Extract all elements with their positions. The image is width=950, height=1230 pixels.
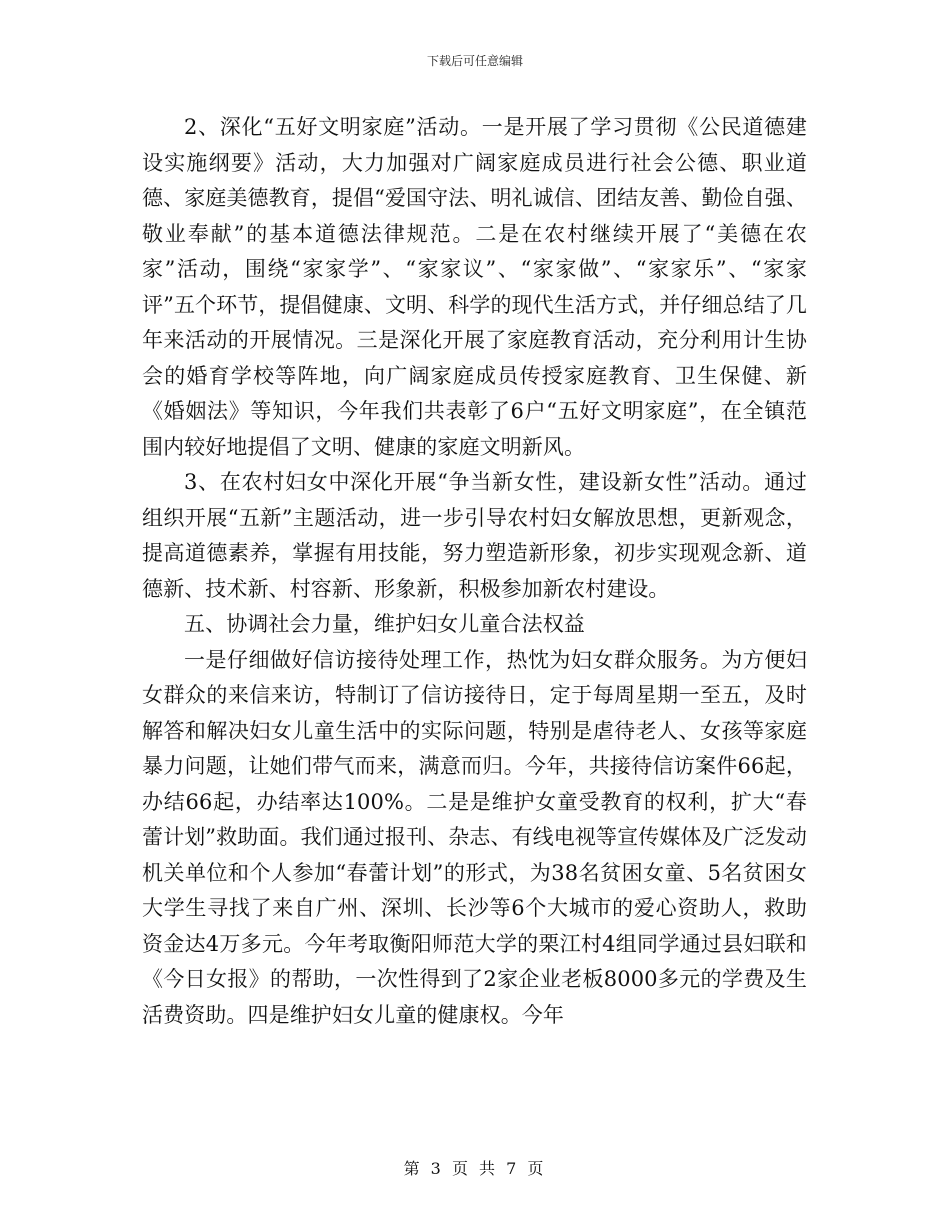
paragraph-five-good-families: 2、深化“五好文明家庭”活动。一是开展了学习贯彻《公民道德建设实施纲要》活动，大力加强对广阔家庭成员进行社会公德、职业道德、家庭美德教育，提倡“爱国守法、明礼诚信、团结友善、勤俭自强、敬业奉献”的基本道德法律规范。二是在农村继续开展了“美德在农家”活动，围绕“家家学”、“家家议”、“家家做”、“家家乐”、“家家评”五个环节，提倡健康、文明、科学的现代生活方式，并仔细总结了几年来活动的开展情况。三是深化开展了家庭教育活动，充分利用计生协会的婚育学校等阵地，向广阔家庭成员传授家庭教育、卫生保健、新《婚姻法》等知识，今年我们共表彰了6户“五好文明家庭”，在全镇范围内较好地提倡了文明、健康的家庭文明新风。	[142, 115, 807, 459]
paragraph-petition-and-rights: 一是仔细做好信访接待处理工作，热忱为妇女群众服务。为方便妇女群众的来信来访，特制订了信访接待日，定于每周星期一至五，及时解答和解决妇女儿童生活中的实际问题，特别是虐待老人、女孩等家庭暴力问题，让她们带气而来，满意而归。今年，共接待信访案件66起，办结66起，办结率达100%。二是是维护女童受教育的权利，扩大“春蕾计划”救助面。我们通过报刊、杂志、有线电视等宣传媒体及广泛发动机关单位和个人参加“春蕾计划”的形式，为38名贫困女童、5名贫困女大学生寻找了来自广州、深圳、长沙等6个大城市的爱心资助人，救助资金达4万多元。今年考取衡阳师范大学的栗江村4组同学通过县妇联和《今日女报》的帮助，一次性得到了2家企业老板8000多元的学费及生活费资助。四是维护妇女儿童的健康权。今年	[142, 647, 807, 1027]
section-heading-five: 五、协调社会力量，维护妇女儿童合法权益	[184, 612, 585, 636]
document-body	[142, 110, 807, 1033]
paragraph-new-women-campaign: 3、在农村妇女中深化开展“争当新女性，建设新女性”活动。通过组织开展“五新”主题活动，进一步引导农村妇女解放思想，更新观念，提高道德素养，掌握有用技能，努力塑造新形象，初步实现观念新、道德新、技术新、村容新、形象新，积极参加新农村建设。	[142, 470, 807, 601]
page-header-note: 下载后可任意编辑	[426, 54, 523, 68]
page-footer-number: 第 3 页 共 7 页	[403, 1159, 547, 1178]
